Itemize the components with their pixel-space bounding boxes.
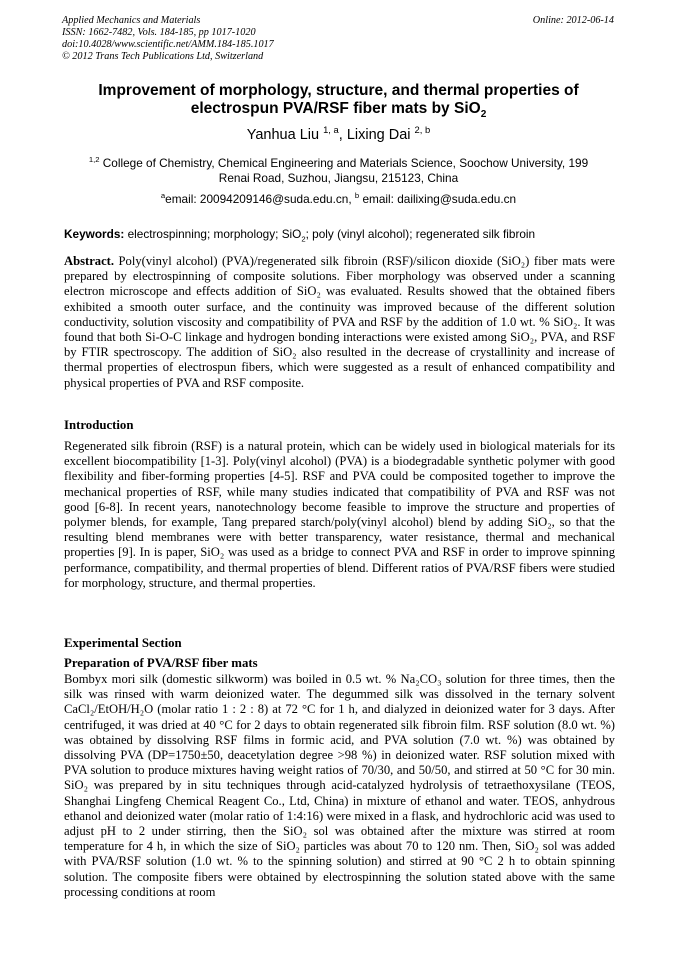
abstract-line: Poly(vinyl alcohol) (PVA)/regenerated silk fibroin (RSF)/silicon dioxide (SiO₂) fiber: [114, 254, 558, 268]
experimental-subheading: Preparation of PVA/RSF fiber mats: [64, 656, 258, 670]
exp-line: RSF solution mixed with PVA solution to produce mixtures having weight ratios of 70/30, and 50/50,: [64, 748, 615, 778]
affiliation-text-1: College of Chemistry, Chemical Engineering and Materials Science, Soochow University, 199: [99, 156, 589, 170]
introduction-paragraph: [64, 439, 615, 591]
keywords-text-1: electrospinning; morphology; SiO: [124, 227, 302, 241]
abstract-line: mats were prepared by electrospinning of composite solutions. Fiber morphology was observed under: [64, 254, 616, 284]
author-2-sup: 2, b: [414, 124, 431, 136]
title-line-2: [62, 100, 615, 121]
intro-line: polymer with good flexibility and fiber-forming properties [4-5]. RSF and PVA could be composited: [64, 454, 615, 484]
intro-line: better transparency, water resistance, thermal and mechanical properties [9]. In is paper, SiO₂ was: [64, 530, 615, 560]
keywords-label: Keywords:: [64, 227, 125, 241]
exp-line: the silk was rinsed with warm deionized water. The degummed silk was dissolved in the ternary: [64, 672, 615, 702]
abstract-line: suggested as a result of enhanced compatibility and physical properties of PVA and RSF composite.: [64, 360, 615, 390]
abstract-line: a scanning electron microscope and effects addition of SiO₂ was evaluated. Results showed that the: [64, 269, 615, 299]
issn-line: ISSN: 1662-7482, Vols. 184-185, pp 1017-1020: [62, 27, 256, 38]
email-a[interactable]: email: 20094209146@suda.edu.cn,: [165, 192, 355, 206]
exp-line: Bombyx mori silk (domestic silkworm) was boiled in 0.5 wt. % Na₂CO₃ solution for three times, then: [64, 672, 596, 686]
keywords: [64, 227, 615, 242]
intro-line: and thermal properties of blend. Different ratios of PVA/RSF fibers were studied for morphology,: [64, 560, 615, 590]
online-date: Online: 2012-06-14: [532, 15, 614, 26]
introduction-heading: Introduction: [64, 418, 134, 432]
exp-line: sol was obtained after the mixture was stirred at room temperature for 4 h, in which the size of SiO₂: [64, 824, 615, 854]
author-1-sup: 1, a: [323, 124, 339, 136]
exp-line: mixture of ethanol and water. TEOS, anhydrous ethanol and deionized water (molar ratio of 1:4:16): [64, 793, 615, 823]
abstract-line: existed among SiO₂, PVA, and RSF by FTIR spectroscopy. The addition of SiO₂ also resulted in the: [64, 330, 615, 360]
intro-line: together to improve the mechanical properties of RSF, while many studies indicated that: [64, 469, 616, 499]
email-a-sup: a: [160, 191, 166, 201]
affiliation: [62, 156, 615, 186]
author-list: [62, 126, 615, 144]
intro-line: for its excellent biocompatibility [1-3]. Poly(vinyl alcohol) (PVA) is a biodegradable synthetic: [64, 439, 615, 469]
affiliation-line-2: Renai Road, Suzhou, Jiangsu, 215123, China: [218, 171, 459, 185]
abstract: [64, 254, 615, 391]
intro-line: starch/poly(vinyl alcohol) blend by adding SiO₂, so that the resulting blend membranes were with: [64, 515, 615, 545]
intro-line: used as a bridge to connect PVA and RSF in order to improve spinning performance, compatibility,: [64, 545, 616, 575]
abstract-paragraph: [64, 254, 615, 391]
author-emails: [62, 192, 615, 207]
intro-line: Regenerated silk fibroin (RSF) is a natural protein, which can be widely used in biological materials: [64, 439, 581, 453]
email-b[interactable]: email: dailixing@suda.edu.cn: [359, 192, 517, 206]
affiliation-sup: 1,2: [88, 155, 100, 165]
exp-line: solution (8.0 wt. %) was obtained by dissolving RSF films in formic acid, and PVA solution (7.0 wt.: [64, 717, 615, 747]
paper-title: [62, 82, 615, 121]
exp-line: hydrolysis of tetraethoxysilane (TEOS, Shanghai Lingfeng Chemical Reagent Co., Ltd, China) in: [64, 778, 616, 808]
intro-line: structure, and thermal properties.: [148, 575, 316, 590]
exp-line: spinning solution) and stirred at 90 °C 2 h to obtain spinning solution. The composite fibers were: [64, 854, 615, 884]
doi-line: doi:10.4028/www.scientific.net/AMM.184-185.1017: [62, 39, 274, 50]
keywords-subscript: 2: [301, 234, 306, 244]
abstract-label: Abstract.: [64, 254, 115, 268]
keywords-text-2: ; poly (vinyl alcohol); regenerated silk fibroin: [305, 227, 536, 241]
exp-line: were mixed in a flask, and hydrochloric acid was used to adjust pH to 2 under stirring, then the SiO₂: [64, 808, 615, 839]
intro-line: compatibility of PVA and RSF was not good [6-8]. In recent years, nanotechnology become feasible: [64, 484, 615, 514]
author-1: Yanhua Liu: [246, 127, 324, 143]
introduction-body: [64, 439, 615, 591]
experimental-paragraph: [64, 672, 615, 900]
title-subscript: 2: [480, 109, 487, 121]
exp-line: solvent CaCl₂/EtOH/H₂O (molar ratio 1 : 2 : 8) at 72 °C for 1 h, and dialyzed in deionized water for 3: [64, 687, 615, 717]
exp-line: days. After centrifuged, it was dried at 40 °C for 2 days to obtain regenerated silk fibroin film. RSF: [64, 702, 615, 732]
affiliation-line-1: [62, 156, 615, 171]
email-b-sup: b: [354, 191, 360, 201]
author-2: , Lixing Dai: [338, 127, 415, 143]
abstract-line: obtained fibers exhibited a smooth outer surface, and the continuity was improved because of the: [64, 284, 616, 314]
exp-line: %) was obtained by dissolving PVA (DP=1750±50, deacetylation degree >98 %) in deionized water.: [64, 732, 615, 763]
experimental-body: [64, 672, 615, 900]
experimental-heading: Experimental Section: [64, 636, 182, 650]
journal-name: Applied Mechanics and Materials: [62, 15, 201, 26]
copyright-line: © 2012 Trans Tech Publications Ltd, Switzerland: [62, 51, 264, 62]
title-line-2-text: electrospun PVA/RSF fiber mats by SiO: [190, 100, 481, 117]
exp-line: obtained by electrospinning the solution stated above with the same processing conditions at room: [64, 869, 615, 899]
exp-line: particles was about 70 to 120 nm. Then, SiO₂ sol was added with PVA/RSF solution (1.0 wt. % to the: [64, 839, 615, 869]
title-line-1: Improvement of morphology, structure, and thermal properties of: [98, 82, 579, 99]
abstract-line: different solution conductivity, solution viscosity and compatibility of PVA and RSF by the addition: [64, 299, 616, 329]
journal-header: [62, 15, 274, 63]
exp-line: and stirred at 50 °C for 30 min. SiO₂ was prepared by in situ techniques through acid-catalyzed: [64, 763, 615, 793]
abstract-line: decrease of crystallinity and increase of thermal properties of electrospun fibers, which were: [64, 345, 615, 375]
abstract-line: of 1.0 wt. % SiO₂. It was found that both Si-O-C linkage and hydrogen bonding interactions were: [64, 314, 615, 345]
intro-line: to improve the structure and properties of polymer blends, for example, Tang prepared: [64, 499, 616, 530]
